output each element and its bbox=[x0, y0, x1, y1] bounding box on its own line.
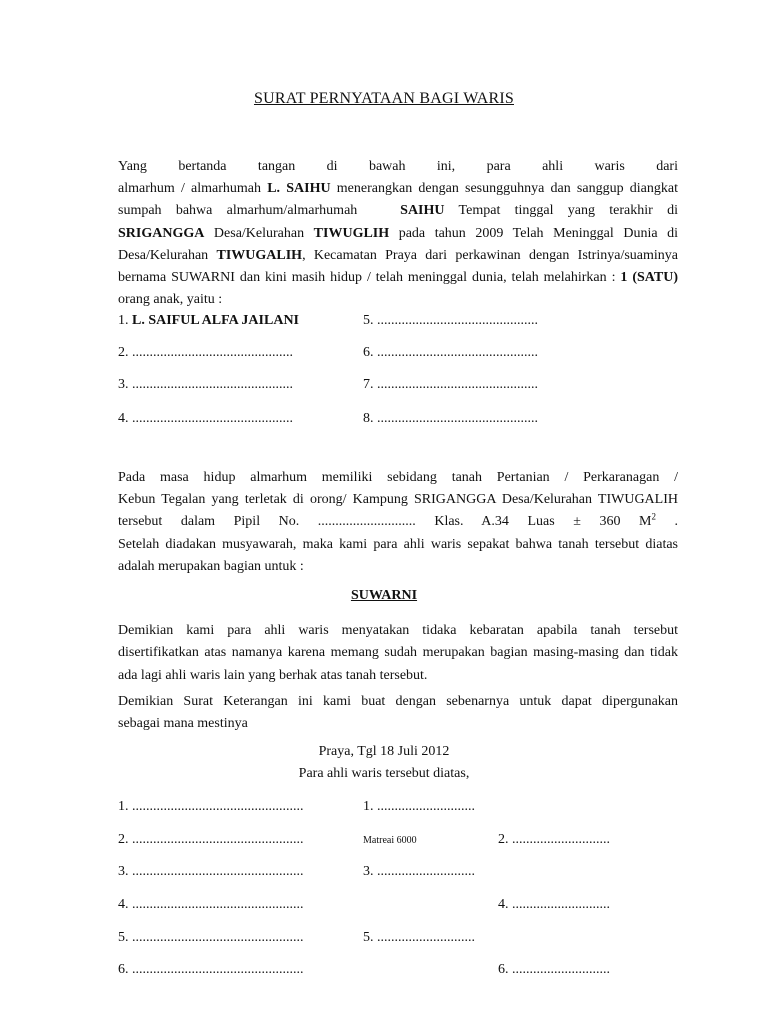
document-title: SURAT PERNYATAAN BAGI WARIS bbox=[253, 90, 514, 107]
paragraph-closing bbox=[118, 691, 678, 736]
heir-4: 4. .............................................. bbox=[118, 411, 293, 426]
land-line-2: Kebun Tegalan yang terletak di orong/ Kampung SRIGANGGA Desa/Kelurahan TIWUGALIH bbox=[118, 492, 678, 507]
signature-mid-5: 5. ............................ bbox=[363, 930, 475, 945]
signature-left-1: 1. ................................................. bbox=[118, 799, 304, 814]
paragraph-land bbox=[118, 467, 678, 489]
land-line-4: Setelah diadakan musyawarah, maka kami para ahli waris sepakat bahwa tanah tersebut diatas bbox=[118, 536, 678, 552]
heir-5: 5. .............................................. bbox=[363, 313, 538, 328]
intro-line-7: orang anak, yaitu : bbox=[118, 292, 223, 308]
intro-line-6: bernama SUWARNI dan kini masih hidup / telah meninggal dunia, telah melahirkan : 1 (SATU) bbox=[118, 270, 678, 286]
heir-8: 8. .............................................. bbox=[363, 411, 538, 426]
land-line-1: Pada masa hidup almarhum memiliki sebidang tanah Pertanian / Perkaranagan / bbox=[118, 470, 678, 485]
signature-right-6: 6. ............................ bbox=[498, 962, 610, 977]
closing-line-2: sebagai mana mestinya bbox=[118, 716, 248, 732]
signature-left-5: 5. ................................................. bbox=[118, 930, 304, 945]
land-line-3: tersebut dalam Pipil No. ............................ Klas. A.34 Luas ± 360 $M^2$ . bbox=[118, 511, 679, 530]
paragraph-land-cont bbox=[118, 489, 678, 578]
closing-line-1: Demikian Surat Keterangan ini kami buat dengan sebenarnya untuk dapat dipergunakan bbox=[118, 694, 678, 709]
signature-left-3: 3. ................................................. bbox=[118, 864, 304, 879]
signature-mid-3: 3. ............................ bbox=[363, 864, 475, 879]
heir-7: 7. .............................................. bbox=[363, 377, 538, 392]
intro-line-4: SRIGANGGA Desa/Kelurahan TIWUGLIH pada tahun 2009 Telah Meninggal Dunia di bbox=[118, 225, 678, 241]
intro-line-5: Desa/Kelurahan TIWUGALIH, Kecamatan Praya dari perkawinan dengan Istrinya/suaminya bbox=[118, 247, 678, 263]
statement-line-1: Demikian kami para ahli waris menyatakan tidaka kebaratan apabila tanah tersebut bbox=[118, 623, 678, 638]
paragraph-intro bbox=[118, 156, 678, 178]
paragraph-statement bbox=[118, 620, 678, 687]
heir-2: 2. .............................................. bbox=[118, 345, 293, 360]
signature-left-2: 2. ................................................. bbox=[118, 832, 304, 847]
place-date: Praya, Tgl 18 Juli 2012 bbox=[318, 744, 450, 759]
signature-right-2: 2. ............................ bbox=[498, 832, 610, 847]
signature-left-4: 4. ................................................. bbox=[118, 897, 304, 912]
land-line-5: adalah merupakan bagian untuk : bbox=[118, 558, 304, 574]
paragraph-intro-cont bbox=[118, 178, 678, 312]
signature-left-6: 6. ................................................. bbox=[118, 962, 304, 977]
signature-mid-1: 1. ............................ bbox=[363, 799, 475, 814]
heir-1: 1. L. SAIFUL ALFA JAILANI bbox=[118, 313, 300, 328]
signers-title: Para ahli waris tersebut diatas, bbox=[298, 766, 470, 781]
heir-6: 6. .............................................. bbox=[363, 345, 538, 360]
intro-line-2: almarhum / almarhumah L. SAIHU menerangkan dengan sesungguhnya dan sanggup diangkat bbox=[118, 181, 678, 196]
stamp-label: Matreai 6000 bbox=[363, 835, 417, 846]
heir-3: 3. .............................................. bbox=[118, 377, 293, 392]
signature-right-4: 4. ............................ bbox=[498, 897, 610, 912]
intro-line-1: Yang bertanda tangan di bawah ini, para ahli waris dari bbox=[118, 159, 678, 174]
statement-line-2: disertifikatkan atas namanya karena memang sudah merupakan bagian masing-masing dan tidak bbox=[118, 645, 678, 661]
statement-line-3: ada lagi ahli waris lain yang berhak atas tanah tersebut. bbox=[118, 667, 428, 683]
recipient-name: SUWARNI bbox=[350, 588, 418, 603]
intro-line-3: sumpah bahwa almarhum/almarhumah SAIHU Tempat tinggal yang terakhir di bbox=[118, 203, 678, 219]
